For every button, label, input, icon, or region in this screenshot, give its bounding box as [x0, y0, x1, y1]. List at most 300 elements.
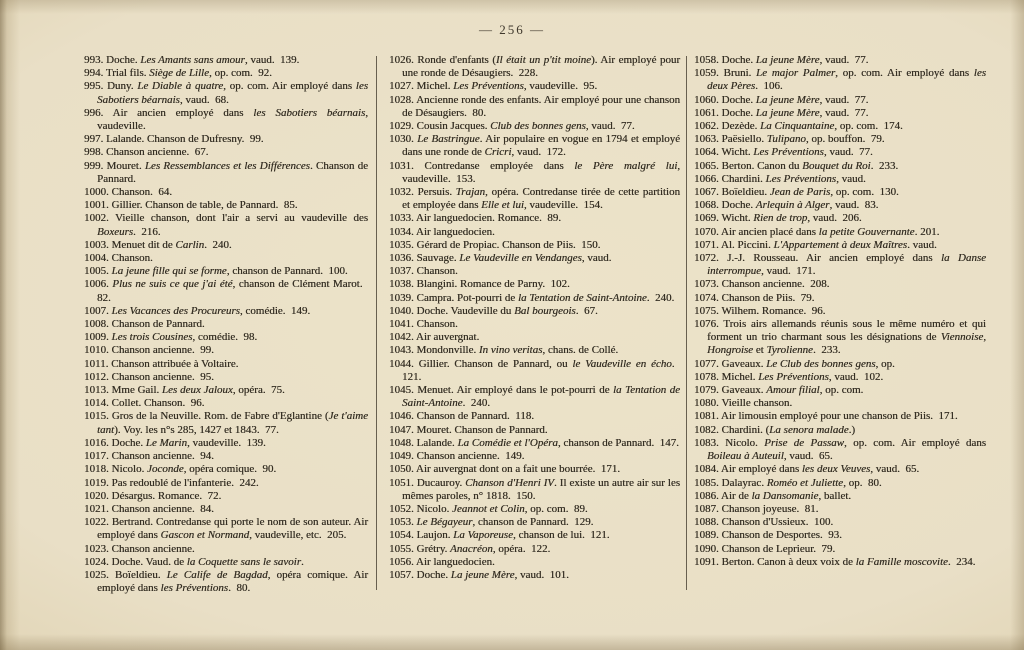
entry-text: Chanson. [111, 252, 153, 265]
entry-number: 1048. [389, 436, 417, 449]
entry-text: Chanson ancienne. 67. [106, 146, 209, 159]
catalog-entry [694, 516, 986, 529]
catalog-entry [84, 199, 368, 212]
catalog-entry [84, 107, 368, 133]
catalog-entry [389, 305, 680, 318]
entry-number: 1058. [694, 54, 722, 66]
entry-text: Contredanse employée dans le Père malgré lui, vaudeville. 153. [402, 159, 681, 185]
entry-text: Berton. Canon du Bouquet du Roi. 233. [721, 159, 899, 172]
entry-number: 1042. [389, 331, 416, 344]
entry-text: Lalande. Chanson de Dufresny. 99. [106, 133, 264, 146]
catalog-entry [389, 226, 680, 239]
entry-number: 1021. [84, 502, 112, 515]
entry-number: 1014. [84, 397, 112, 410]
catalog-entry [694, 490, 986, 503]
entry-text: Chanson ancienne. 84. [111, 502, 214, 515]
entry-text: Le Bastringue. Air populaire en vogue en 1794 et employé dans une ronde de Cricri, vaud. 172. [402, 133, 681, 159]
entry-text: Trial fils. Siège de Lille, op. com. 92. [105, 67, 272, 80]
entry-number: 998. [84, 146, 106, 159]
entry-text: Mouret. Les Ressemblances et les Différences. Chanson de Pannard. [97, 159, 369, 185]
catalog-entry [389, 80, 680, 93]
catalog-entry [84, 305, 368, 318]
catalog-entry [84, 516, 368, 542]
entry-number: 1067. [694, 186, 722, 199]
catalog-entry [84, 80, 368, 106]
catalog-entry [84, 490, 368, 503]
catalog-entry [84, 503, 368, 516]
entry-number: 1015. [84, 410, 112, 423]
entry-text: Nicolo. Jeannot et Colin, op. com. 89. [416, 502, 588, 515]
entry-number: 999. [84, 159, 107, 172]
entry-text: Gillier. Chanson de Pannard, ou le Vaudeville en écho. 121. [402, 357, 680, 383]
entry-text: Air employé dans les deux Veuves, vaud. 65. [720, 463, 920, 476]
catalog-entry [694, 212, 986, 225]
entry-text: Chanson de Pannard. [111, 318, 205, 331]
entry-text: Wilhem. Romance. 96. [721, 304, 826, 317]
entry-text: Les trois Cousines, comédie. 98. [111, 331, 258, 344]
entry-text: Plus ne suis ce que j'ai été, chanson de Clément Marot. 82. [97, 278, 368, 304]
catalog-entry [389, 133, 680, 159]
entry-number: 1075. [694, 304, 722, 317]
entry-number: 1024. [84, 555, 112, 568]
entry-number: 1003. [84, 238, 112, 251]
entry-text: Chanson attribuée à Voltaire. [111, 357, 239, 370]
entry-text: Bertrand. Contredanse qui porte le nom de son auteur. Air employé dans Gascon et Normand, vaudeville, etc. 205. [97, 516, 368, 542]
catalog-entry [694, 424, 986, 437]
entry-number: 1090. [694, 542, 722, 555]
entry-text: Air auvergnat. [415, 331, 480, 344]
entry-number: 1039. [389, 291, 417, 304]
entry-number: 1040. [389, 304, 417, 317]
entry-text: Ducauroy. Chanson d'Henri IV. Il existe un autre air sur les mêmes paroles, n° 1818. 150. [402, 476, 680, 502]
catalog-entry [694, 477, 986, 490]
entry-number: 1004. [84, 252, 112, 265]
entry-number: 1044. [389, 357, 419, 370]
entry-number: 1032. [389, 186, 418, 199]
column-divider-left [376, 56, 377, 590]
catalog-entry [84, 54, 368, 67]
catalog-entry [694, 160, 986, 173]
entry-text: Chardini. (La senora malade.) [721, 423, 856, 436]
entry-text: Air ancien employé dans les Sabotiers béarnais, vaudeville. [97, 106, 368, 133]
catalog-entry [84, 569, 368, 595]
entry-number: 995. [84, 80, 107, 93]
entry-text: Air languedocien. [415, 555, 495, 568]
entry-number: 1069. [694, 212, 722, 225]
entry-number: 1049. [389, 450, 417, 463]
entry-number: 993. [84, 54, 106, 66]
entry-text: Gaveaux. Amour filial, op. com. [721, 384, 864, 397]
catalog-entry [389, 54, 680, 80]
entry-number: 1034. [389, 225, 416, 238]
entry-text: Chanson de Leprieur. 79. [721, 542, 836, 555]
entry-text: Chanson de Desportes. 93. [721, 529, 842, 542]
entry-text: Vieille chanson, dont l'air a servi au vaudeville des Boxeurs. 216. [97, 212, 369, 238]
entry-text: J.-J. Rousseau. Air ancien employé dans la Danse interrompue, vaud. 171. [707, 252, 987, 278]
entry-text: Menuet dit de Carlin. 240. [111, 238, 232, 251]
entry-text: Duny. Le Diable à quatre, op. com. Air employé dans les Sabotiers béarnais, vaud. 68. [97, 80, 369, 106]
entry-number: 1073. [694, 278, 722, 291]
entry-text: Doche. La jeune Mère, vaud. 77. [721, 106, 869, 119]
entry-text: Campra. Pot-pourri de la Tentation de Saint-Antoine. 240. [416, 291, 675, 304]
entry-number: 1059. [694, 67, 724, 80]
entry-text: Doche. La jeune Mère, vaud. 77. [721, 93, 869, 106]
catalog-entry [694, 556, 986, 569]
entry-text: Chanson ancienne. 94. [111, 450, 214, 463]
entry-number: 1081. [694, 410, 721, 423]
catalog-entry [84, 318, 368, 331]
catalog-entry [389, 437, 680, 450]
entry-number: 1033. [389, 212, 416, 225]
catalog-entry [694, 173, 986, 186]
catalog-entry [84, 556, 368, 569]
entry-number: 1007. [84, 304, 112, 317]
catalog-entry [389, 543, 680, 556]
catalog-entry [694, 120, 986, 133]
entry-text: Cousin Jacques. Club des bonnes gens, vaud. 77. [416, 120, 635, 133]
entry-text: Doche. Vaudeville du Bal bourgeois. 67. [416, 304, 598, 317]
catalog-entry [694, 107, 986, 120]
catalog-entry [389, 252, 680, 265]
entry-number: 1077. [694, 357, 722, 370]
catalog-entry [389, 292, 680, 305]
entry-number: 1002. [84, 212, 116, 225]
entry-text: Nicolo. Prise de Passaw, op. com. Air employé dans Boileau à Auteuil, vaud. 65. [707, 436, 986, 463]
entry-text: Chardini. Les Préventions, vaud. [721, 172, 866, 185]
entry-text: Nicolo. Joconde, opéra comique. 90. [111, 463, 277, 476]
catalog-entry [84, 410, 368, 436]
entry-number: 1020. [84, 489, 112, 502]
catalog-entry [694, 384, 986, 397]
entry-number: 1029. [389, 120, 417, 133]
catalog-entry [84, 358, 368, 371]
entry-number: 1009. [84, 331, 112, 344]
catalog-entry [84, 397, 368, 410]
catalog-column-right [694, 54, 986, 569]
entry-number: 1056. [389, 555, 416, 568]
entry-number: 1061. [694, 106, 722, 119]
entry-text: Gros de la Neuville. Rom. de Fabre d'Eglantine (Je t'aime tant). Voy. les n°s 285, 1427 et 1843. 77. [97, 410, 368, 436]
entry-text: Doche. Vaud. de la Coquette sans le savoir. [111, 555, 304, 568]
catalog-entry [389, 212, 680, 225]
entry-number: 1071. [694, 238, 721, 251]
catalog-entry [389, 239, 680, 252]
entry-number: 1038. [389, 278, 417, 291]
entry-text: Doche. La jeune Mère, vaud. 77. [721, 54, 869, 66]
entry-number: 1087. [694, 502, 722, 515]
entry-number: 1012. [84, 370, 112, 383]
entry-text: Chanson. [416, 318, 458, 331]
entry-text: Air auvergnat dont on a fait une bourrée. 171. [415, 463, 621, 476]
entry-text: Chanson ancienne. 95. [111, 370, 214, 383]
entry-text: Chanson. [416, 265, 458, 278]
catalog-entry [389, 424, 680, 437]
entry-number: 1025. [84, 568, 115, 581]
entry-number: 1085. [694, 476, 722, 489]
catalog-entry [84, 371, 368, 384]
catalog-entry [389, 569, 680, 582]
catalog-entry [694, 410, 986, 423]
catalog-entry [389, 516, 680, 529]
catalog-entry [84, 477, 368, 490]
catalog-entry [84, 278, 368, 304]
entry-number: 1052. [389, 502, 417, 515]
entry-text: Wicht. Les Préventions, vaud. 77. [721, 146, 873, 159]
entry-text: Bruni. Le major Palmer, op. com. Air employé dans les deux Pères. 106. [707, 67, 987, 93]
entry-number: 1080. [694, 397, 722, 410]
catalog-entry [694, 67, 986, 93]
catalog-entry [84, 160, 368, 186]
catalog-entry [694, 54, 986, 67]
catalog-entry [694, 292, 986, 305]
catalog-entry [694, 226, 986, 239]
catalog-entry [84, 543, 368, 556]
entry-text: Chanson ancienne. 149. [416, 450, 525, 463]
entry-number: 1022. [84, 516, 112, 529]
entry-number: 1045. [389, 384, 418, 397]
catalog-entry [389, 278, 680, 291]
entry-number: 997. [84, 133, 106, 146]
entry-number: 1079. [694, 384, 722, 397]
catalog-entry [694, 94, 986, 107]
entry-number: 1036. [389, 252, 417, 265]
entry-text: Doche. Le Marin, vaudeville. 139. [111, 436, 266, 449]
entry-text: Collet. Chanson. 96. [111, 397, 205, 410]
entry-number: 1019. [84, 476, 112, 489]
catalog-entry [694, 503, 986, 516]
catalog-entry [84, 450, 368, 463]
entry-number: 1068. [694, 199, 722, 212]
entry-number: 1046. [389, 410, 417, 423]
entry-text: Chanson ancienne. 99. [111, 344, 214, 357]
entry-text: Chanson de Pannard. 118. [416, 410, 535, 423]
catalog-entry [84, 67, 368, 80]
catalog-entry [389, 450, 680, 463]
catalog-entry [694, 199, 986, 212]
entry-text: Berton. Canon à deux voix de la Famille moscovite. 234. [721, 555, 976, 568]
entry-text: Laujon. La Vaporeuse, chanson de lui. 121. [416, 529, 610, 542]
catalog-entry [694, 252, 986, 278]
entry-number: 1037. [389, 265, 417, 278]
catalog-entry [84, 239, 368, 252]
catalog-entry [84, 463, 368, 476]
entry-text: Air ancien placé dans la petite Gouvernante. 201. [720, 225, 940, 238]
entry-text: Gaveaux. Le Club des bonnes gens, op. [721, 357, 895, 370]
entry-number: 994. [84, 67, 106, 80]
entry-number: 1043. [389, 344, 417, 357]
entry-text: Michel. Les Préventions, vaud. 102. [721, 370, 884, 383]
entry-text: Les Vacances des Procureurs, comédie. 149. [111, 304, 311, 317]
catalog-entry [389, 410, 680, 423]
entry-number: 1082. [694, 423, 722, 436]
entry-number: 1086. [694, 489, 721, 502]
catalog-entry [84, 437, 368, 450]
entry-text: Doche. Arlequin à Alger, vaud. 83. [721, 199, 879, 212]
entry-text: Air languedocien. [415, 225, 495, 238]
entry-text: Ancienne ronde des enfants. Air employé pour une chanson de Désaugiers. 80. [402, 93, 680, 119]
catalog-entry [694, 278, 986, 291]
entry-text: Menuet. Air employé dans le pot-pourri de la Tentation de Saint-Antoine. 240. [402, 384, 681, 410]
entry-number: 1060. [694, 93, 722, 106]
entry-number: 1041. [389, 318, 417, 331]
entry-text: Mondonville. In vino veritas, chans. de Collé. [416, 344, 619, 357]
catalog-entry [389, 344, 680, 357]
entry-number: 1050. [389, 463, 416, 476]
catalog-entry [84, 186, 368, 199]
entry-text: Ronde d'enfants (Il était un p'tit moine). Air employé pour une ronde de Désaugiers. 228. [402, 54, 680, 80]
entry-number: 1072. [694, 252, 728, 265]
catalog-entry [389, 358, 680, 384]
catalog-entry [389, 120, 680, 133]
entry-number: 1064. [694, 146, 722, 159]
entry-text: Désargus. Romance. 72. [111, 489, 222, 502]
catalog-entry [694, 358, 986, 371]
entry-number: 1089. [694, 529, 722, 542]
entry-text: Dezède. La Cinquantaine, op. com. 174. [721, 120, 903, 133]
entry-text: Wicht. Rien de trop, vaud. 206. [721, 212, 862, 225]
entry-number: 1017. [84, 450, 112, 463]
entry-text: Pas redoublé de l'infanterie. 242. [111, 476, 259, 489]
entry-number: 1026. [389, 54, 418, 66]
entry-number: 1028. [389, 93, 417, 106]
entry-text: Le Bégayeur, chanson de Pannard. 129. [416, 516, 594, 529]
catalog-entry [84, 252, 368, 265]
entry-text: Al. Piccini. L'Appartement à deux Maîtres. vaud. [720, 238, 937, 251]
catalog-entry [694, 305, 986, 318]
catalog-entry [389, 503, 680, 516]
entry-number: 1078. [694, 370, 722, 383]
entry-text: Persuis. Trajan, opéra. Contredanse tirée de cette partition et employée dans Elle et lui, vaudeville. 154. [402, 186, 680, 212]
catalog-entry [389, 529, 680, 542]
entry-text: Grétry. Anacréon, opéra. 122. [416, 542, 551, 555]
catalog-entry [694, 133, 986, 146]
catalog-entry [84, 331, 368, 344]
catalog-column-left [84, 54, 368, 595]
catalog-entry [694, 146, 986, 159]
entry-text: Mouret. Chanson de Pannard. [416, 423, 548, 436]
entry-number: 1006. [84, 278, 113, 291]
entry-number: 1000. [84, 186, 112, 199]
entry-number: 996. [84, 106, 113, 119]
catalog-entry [84, 146, 368, 159]
catalog-entry [84, 384, 368, 397]
entry-text: Air de la Dansomanie, ballet. [720, 489, 852, 502]
catalog-entry [389, 265, 680, 278]
catalog-entry [694, 543, 986, 556]
catalog-entry [389, 186, 680, 212]
catalog-entry [389, 94, 680, 120]
entry-text: Boïeldieu. Jean de Paris, op. com. 130. [721, 186, 899, 199]
catalog-entry [84, 265, 368, 278]
entry-number: 1010. [84, 344, 112, 357]
entry-number: 1083. [694, 436, 726, 449]
catalog-entry [694, 397, 986, 410]
entry-number: 1008. [84, 318, 112, 331]
page-number: — 256 — [479, 22, 545, 37]
entry-number: 1016. [84, 436, 112, 449]
entry-text: Gillier. Chanson de table, de Pannard. 85. [111, 199, 298, 212]
entry-number: 1051. [389, 476, 417, 489]
catalog-column-middle [389, 54, 680, 582]
entry-text: Trois airs allemands réunis sous le même numéro et qui forment un trio charmant sous les désignations de Viennoise, Hongroise et Tyrolienne. 233. [707, 318, 986, 357]
catalog-entry [389, 318, 680, 331]
entry-text: Air languedocien. Romance. 89. [415, 212, 562, 225]
entry-number: 1005. [84, 265, 112, 278]
entry-text: Chanson de Piis. 79. [721, 291, 815, 304]
catalog-entry [694, 318, 986, 358]
catalog-entry [694, 239, 986, 252]
entry-text: Michel. Les Préventions, vaudeville. 95. [416, 80, 598, 93]
entry-text: Sauvage. Le Vaudeville en Vendanges, vaud. [416, 252, 612, 265]
column-divider-right [686, 56, 687, 590]
catalog-entry [694, 186, 986, 199]
entry-text: Paësiello. Tulipano, op. bouffon. 79. [721, 133, 885, 146]
entry-text: Doche. Les Amants sans amour, vaud. 139. [106, 54, 300, 66]
entry-number: 1062. [694, 120, 722, 133]
catalog-entry [84, 133, 368, 146]
entry-text: Doche. La jeune Mère, vaud. 101. [416, 568, 569, 581]
entry-number: 1088. [694, 516, 722, 529]
catalog-entry [389, 477, 680, 503]
entry-number: 1066. [694, 172, 722, 185]
entry-number: 1001. [84, 199, 112, 212]
entry-text: Lalande. La Comédie et l'Opéra, chanson de Pannard. 147. [416, 436, 679, 449]
entry-number: 1076. [694, 318, 724, 331]
entry-number: 1027. [389, 80, 417, 93]
entry-text: Mme Gail. Les deux Jaloux, opéra. 75. [111, 384, 285, 397]
entry-text: Chanson. 64. [111, 186, 172, 199]
entry-number: 1031. [389, 159, 425, 172]
catalog-entry [389, 463, 680, 476]
catalog-entry [694, 463, 986, 476]
entry-number: 1053. [389, 516, 417, 529]
entry-text: Gérard de Propiac. Chanson de Piis. 150. [416, 238, 601, 251]
catalog-entry [694, 437, 986, 463]
entry-number: 1054. [389, 529, 417, 542]
entry-text: Dalayrac. Roméo et Juliette, op. 80. [721, 476, 882, 489]
entry-text: Blangini. Romance de Parny. 102. [416, 278, 570, 291]
entry-number: 1063. [694, 133, 722, 146]
entry-text: Boïeldieu. Le Calife de Bagdad, opéra comique. Air employé dans les Préventions. 80. [97, 568, 368, 595]
entry-number: 1057. [389, 568, 417, 581]
entry-number: 1074. [694, 291, 722, 304]
catalog-entry [694, 529, 986, 542]
entry-text: Chanson ancienne. 208. [721, 278, 830, 291]
entry-text: Chanson ancienne. [111, 542, 195, 555]
entry-text: Air limousin employé pour une chanson de Piis. 171. [720, 410, 958, 423]
entry-number: 1013. [84, 384, 112, 397]
entry-number: 1065. [694, 159, 722, 172]
catalog-entry [389, 160, 680, 186]
entry-number: 1084. [694, 463, 721, 476]
entry-number: 1055. [389, 542, 417, 555]
entry-number: 1023. [84, 542, 112, 555]
catalog-entry [389, 556, 680, 569]
catalog-entry [389, 384, 680, 410]
catalog-entry [84, 344, 368, 357]
catalog-entry [84, 212, 368, 238]
entry-number: 1070. [694, 225, 721, 238]
entry-number: 1091. [694, 555, 722, 568]
catalog-entry [389, 331, 680, 344]
entry-text: La jeune fille qui se forme, chanson de Pannard. 100. [111, 265, 348, 278]
entry-text: Chanson joyeuse. 81. [721, 502, 819, 515]
entry-number: 1018. [84, 463, 112, 476]
entry-text: Vieille chanson. [721, 397, 793, 410]
entry-number: 1011. [84, 357, 112, 370]
entry-number: 1035. [389, 238, 417, 251]
entry-text: Chanson d'Ussieux. 100. [721, 516, 834, 529]
